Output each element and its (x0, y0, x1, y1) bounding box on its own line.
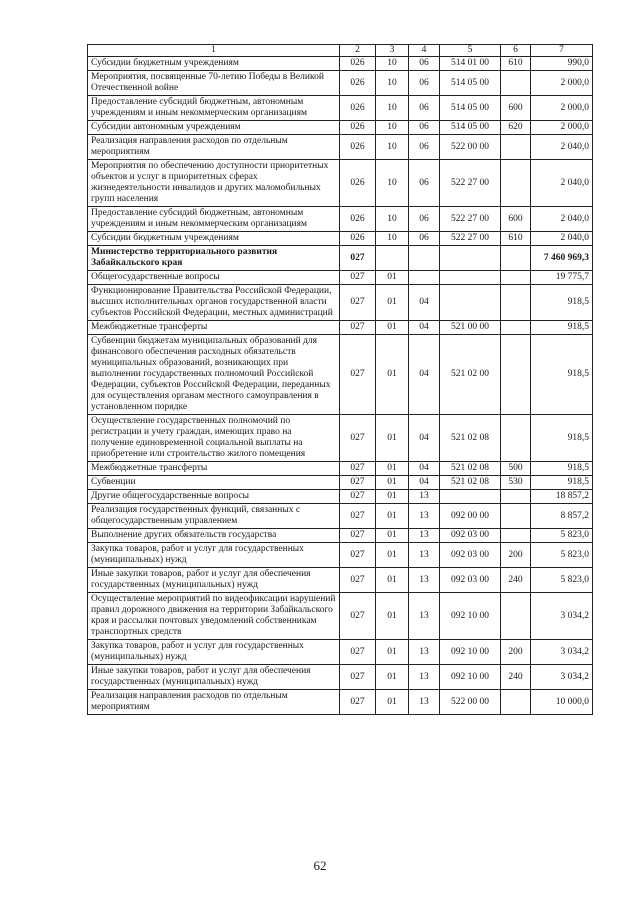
section-code-cell: 01 (376, 476, 409, 490)
target-article-cell: 522 27 00 (440, 160, 501, 207)
row-name-cell: Министерство территориального развития Забайкальского края (88, 246, 340, 271)
amount-cell: 3 034,2 (531, 640, 593, 665)
section-code-cell: 01 (376, 593, 409, 640)
table-row (88, 271, 593, 285)
row-name-cell: Другие общегосударственные вопросы (88, 490, 340, 504)
section-code-cell: 10 (376, 135, 409, 160)
admin-code-cell: 026 (340, 96, 376, 121)
row-name-cell: Реализация государственных функций, связанных с общегосударственным управлением (88, 504, 340, 529)
expense-type-cell: 600 (501, 207, 531, 232)
expense-type-cell: 530 (501, 476, 531, 490)
subsection-code-cell: 04 (409, 285, 440, 321)
target-article-cell (440, 271, 501, 285)
expense-type-cell: 610 (501, 232, 531, 246)
subsection-code-cell: 04 (409, 321, 440, 335)
table-row (88, 335, 593, 415)
section-code-cell: 01 (376, 335, 409, 415)
subsection-code-cell: 13 (409, 529, 440, 543)
subsection-code-cell: 13 (409, 490, 440, 504)
subsection-code-cell: 06 (409, 135, 440, 160)
target-article-cell: 514 05 00 (440, 121, 501, 135)
table-row (88, 321, 593, 335)
row-name-cell: Выполнение других обязательств государства (88, 529, 340, 543)
table-row (88, 285, 593, 321)
amount-cell: 918,5 (531, 462, 593, 476)
expense-type-cell (501, 490, 531, 504)
expense-type-cell: 240 (501, 568, 531, 593)
subsection-code-cell: 13 (409, 690, 440, 715)
target-article-cell (440, 490, 501, 504)
section-code-cell: 01 (376, 271, 409, 285)
table-row (88, 543, 593, 568)
expense-type-cell: 240 (501, 665, 531, 690)
table-row (88, 476, 593, 490)
section-code-cell: 10 (376, 57, 409, 71)
header-cell: 1 (88, 45, 340, 57)
section-code-cell: 10 (376, 232, 409, 246)
header-cell: 2 (340, 45, 376, 57)
table-body (88, 57, 593, 715)
expense-type-cell: 620 (501, 121, 531, 135)
target-article-cell: 092 10 00 (440, 640, 501, 665)
amount-cell: 2 040,0 (531, 135, 593, 160)
subsection-code-cell: 06 (409, 96, 440, 121)
row-name-cell: Межбюджетные трансферты (88, 321, 340, 335)
section-code-cell: 01 (376, 490, 409, 504)
admin-code-cell: 026 (340, 135, 376, 160)
row-name-cell: Мероприятия по обеспечению доступности приоритетных объектов и услуг в приоритетных сферах жизнедеятельности инвалидов и других маломобильных групп населения (88, 160, 340, 207)
amount-cell: 2 000,0 (531, 96, 593, 121)
amount-cell: 19 775,7 (531, 271, 593, 285)
subsection-code-cell: 06 (409, 121, 440, 135)
target-article-cell: 521 02 08 (440, 476, 501, 490)
table-row (88, 690, 593, 715)
expense-type-cell: 200 (501, 543, 531, 568)
amount-cell: 2 040,0 (531, 207, 593, 232)
admin-code-cell: 026 (340, 57, 376, 71)
row-name-cell: Предоставление субсидий бюджетным, автономным учреждениям и иным некоммерческим организациям (88, 207, 340, 232)
table-row (88, 665, 593, 690)
table-row (88, 568, 593, 593)
amount-cell: 918,5 (531, 415, 593, 462)
expense-type-cell (501, 321, 531, 335)
admin-code-cell: 027 (340, 415, 376, 462)
section-code-cell: 01 (376, 665, 409, 690)
table-row (88, 462, 593, 476)
expense-type-cell (501, 71, 531, 96)
amount-cell: 7 460 969,3 (531, 246, 593, 271)
target-article-cell: 092 03 00 (440, 543, 501, 568)
amount-cell: 8 857,2 (531, 504, 593, 529)
expense-type-cell (501, 271, 531, 285)
row-name-cell: Закупка товаров, работ и услуг для государственных (муниципальных) нужд (88, 543, 340, 568)
table-row (88, 160, 593, 207)
amount-cell: 10 000,0 (531, 690, 593, 715)
section-code-cell: 01 (376, 543, 409, 568)
admin-code-cell: 027 (340, 321, 376, 335)
subsection-code-cell: 13 (409, 543, 440, 568)
row-name-cell: Закупка товаров, работ и услуг для государственных (муниципальных) нужд (88, 640, 340, 665)
amount-cell: 3 034,2 (531, 593, 593, 640)
table-row (88, 232, 593, 246)
row-name-cell: Субсидии бюджетным учреждениям (88, 57, 340, 71)
admin-code-cell: 027 (340, 490, 376, 504)
section-code-cell (376, 246, 409, 271)
row-name-cell: Субвенции бюджетам муниципальных образований для финансового обеспечения расходных обязательств муниципальных образований, возникающих при выполнении государственных полномочий Российской Федерации, субъектов Российской Федерации, переданных для осуществления органам местного самоуправления в установленном порядке (88, 335, 340, 415)
admin-code-cell: 026 (340, 160, 376, 207)
table-row (88, 640, 593, 665)
table-row (88, 593, 593, 640)
admin-code-cell: 026 (340, 207, 376, 232)
amount-cell: 2 040,0 (531, 160, 593, 207)
admin-code-cell: 027 (340, 640, 376, 665)
amount-cell: 990,0 (531, 57, 593, 71)
admin-code-cell: 027 (340, 285, 376, 321)
subsection-code-cell: 13 (409, 504, 440, 529)
target-article-cell: 521 00 00 (440, 321, 501, 335)
admin-code-cell: 027 (340, 462, 376, 476)
expense-type-cell: 610 (501, 57, 531, 71)
target-article-cell: 092 03 00 (440, 568, 501, 593)
admin-code-cell: 027 (340, 593, 376, 640)
amount-cell: 918,5 (531, 321, 593, 335)
subsection-code-cell: 06 (409, 160, 440, 207)
section-code-cell: 10 (376, 207, 409, 232)
subsection-code-cell: 06 (409, 232, 440, 246)
section-code-cell: 10 (376, 71, 409, 96)
section-code-cell: 01 (376, 462, 409, 476)
expense-type-cell (501, 246, 531, 271)
expense-type-cell (501, 690, 531, 715)
admin-code-cell: 027 (340, 476, 376, 490)
section-code-cell: 01 (376, 285, 409, 321)
row-name-cell: Реализация направления расходов по отдельным мероприятиям (88, 690, 340, 715)
admin-code-cell: 026 (340, 121, 376, 135)
admin-code-cell: 027 (340, 504, 376, 529)
expense-type-cell (501, 415, 531, 462)
admin-code-cell: 027 (340, 543, 376, 568)
table-row (88, 207, 593, 232)
subsection-code-cell: 13 (409, 593, 440, 640)
admin-code-cell: 027 (340, 529, 376, 543)
target-article-cell: 092 03 00 (440, 529, 501, 543)
row-name-cell: Реализация направления расходов по отдельным мероприятиям (88, 135, 340, 160)
section-code-cell: 01 (376, 690, 409, 715)
amount-cell: 2 000,0 (531, 121, 593, 135)
section-code-cell: 01 (376, 568, 409, 593)
target-article-cell: 514 05 00 (440, 71, 501, 96)
expense-type-cell: 200 (501, 640, 531, 665)
table-row (88, 529, 593, 543)
amount-cell: 5 823,0 (531, 568, 593, 593)
target-article-cell: 521 02 08 (440, 415, 501, 462)
target-article-cell (440, 285, 501, 321)
header-row (88, 45, 593, 57)
expense-type-cell (501, 335, 531, 415)
amount-cell: 5 823,0 (531, 543, 593, 568)
admin-code-cell: 027 (340, 246, 376, 271)
page-number: 62 (313, 858, 327, 873)
target-article-cell: 092 10 00 (440, 593, 501, 640)
row-name-cell: Предоставление субсидий бюджетным, автономным учреждениям и иным некоммерческим организациям (88, 96, 340, 121)
amount-cell: 2 040,0 (531, 232, 593, 246)
row-name-cell: Общегосударственные вопросы (88, 271, 340, 285)
row-name-cell: Осуществление мероприятий по видеофиксации нарушений правил дорожного движения на территории Забайкальского края и рассылки почтовых уведомлений собственникам транспортных средств (88, 593, 340, 640)
subsection-code-cell: 13 (409, 568, 440, 593)
row-name-cell: Мероприятия, посвященные 70-летию Победы в Великой Отечественной войне (88, 71, 340, 96)
header-cell: 7 (531, 45, 593, 57)
expense-type-cell (501, 285, 531, 321)
target-article-cell: 522 00 00 (440, 135, 501, 160)
row-name-cell: Субсидии автономным учреждениям (88, 121, 340, 135)
table-row (88, 71, 593, 96)
subsection-code-cell: 04 (409, 335, 440, 415)
amount-cell: 5 823,0 (531, 529, 593, 543)
target-article-cell: 514 01 00 (440, 57, 501, 71)
header-cell: 3 (376, 45, 409, 57)
section-code-cell: 01 (376, 321, 409, 335)
expense-type-cell (501, 504, 531, 529)
expense-type-cell (501, 593, 531, 640)
table-row (88, 490, 593, 504)
target-article-cell: 522 00 00 (440, 690, 501, 715)
section-code-cell: 10 (376, 160, 409, 207)
subsection-code-cell (409, 246, 440, 271)
row-name-cell: Субсидии бюджетным учреждениям (88, 232, 340, 246)
table-row (88, 504, 593, 529)
subsection-code-cell: 13 (409, 665, 440, 690)
target-article-cell: 514 05 00 (440, 96, 501, 121)
header-cell: 6 (501, 45, 531, 57)
amount-cell: 2 000,0 (531, 71, 593, 96)
table-row (88, 415, 593, 462)
expense-type-cell: 600 (501, 96, 531, 121)
amount-cell: 918,5 (531, 476, 593, 490)
table-row (88, 96, 593, 121)
subsection-code-cell: 04 (409, 476, 440, 490)
section-code-cell: 01 (376, 504, 409, 529)
table-row (88, 135, 593, 160)
subsection-code-cell (409, 271, 440, 285)
row-name-cell: Межбюджетные трансферты (88, 462, 340, 476)
admin-code-cell: 026 (340, 71, 376, 96)
admin-code-cell: 027 (340, 665, 376, 690)
admin-code-cell: 027 (340, 335, 376, 415)
target-article-cell: 521 02 08 (440, 462, 501, 476)
subsection-code-cell: 04 (409, 462, 440, 476)
expense-type-cell (501, 160, 531, 207)
subsection-code-cell: 04 (409, 415, 440, 462)
row-name-cell: Субвенции (88, 476, 340, 490)
target-article-cell: 522 27 00 (440, 232, 501, 246)
subsection-code-cell: 13 (409, 640, 440, 665)
admin-code-cell: 026 (340, 232, 376, 246)
subsection-code-cell: 06 (409, 71, 440, 96)
section-code-cell: 01 (376, 640, 409, 665)
budget-table (87, 44, 593, 715)
section-code-cell: 01 (376, 529, 409, 543)
expense-type-cell (501, 529, 531, 543)
admin-code-cell: 027 (340, 271, 376, 285)
table-row (88, 121, 593, 135)
target-article-cell: 092 00 00 (440, 504, 501, 529)
subsection-code-cell: 06 (409, 207, 440, 232)
target-article-cell: 092 10 00 (440, 665, 501, 690)
target-article-cell (440, 246, 501, 271)
expense-type-cell (501, 135, 531, 160)
header-cell: 4 (409, 45, 440, 57)
admin-code-cell: 027 (340, 690, 376, 715)
subsection-code-cell: 06 (409, 57, 440, 71)
expense-type-cell: 500 (501, 462, 531, 476)
section-code-cell: 01 (376, 415, 409, 462)
section-code-cell: 10 (376, 121, 409, 135)
target-article-cell: 521 02 00 (440, 335, 501, 415)
amount-cell: 3 034,2 (531, 665, 593, 690)
header-cell: 5 (440, 45, 501, 57)
table-row (88, 246, 593, 271)
admin-code-cell: 027 (340, 568, 376, 593)
amount-cell: 918,5 (531, 335, 593, 415)
amount-cell: 918,5 (531, 285, 593, 321)
target-article-cell: 522 27 00 (440, 207, 501, 232)
row-name-cell: Осуществление государственных полномочий по регистрации и учету граждан, имеющих право на получение единовременной социальной выплаты на приобретение или строительство жилого помещения (88, 415, 340, 462)
amount-cell: 18 857,2 (531, 490, 593, 504)
section-code-cell: 10 (376, 96, 409, 121)
row-name-cell: Иные закупки товаров, работ и услуг для обеспечения государственных (муниципальных) нужд (88, 568, 340, 593)
table-row (88, 57, 593, 71)
row-name-cell: Функционирование Правительства Российской Федерации, высших исполнительных органов государственной власти субъектов Российской Федерации, местных администраций (88, 285, 340, 321)
row-name-cell: Иные закупки товаров, работ и услуг для обеспечения государственных (муниципальных) нужд (88, 665, 340, 690)
